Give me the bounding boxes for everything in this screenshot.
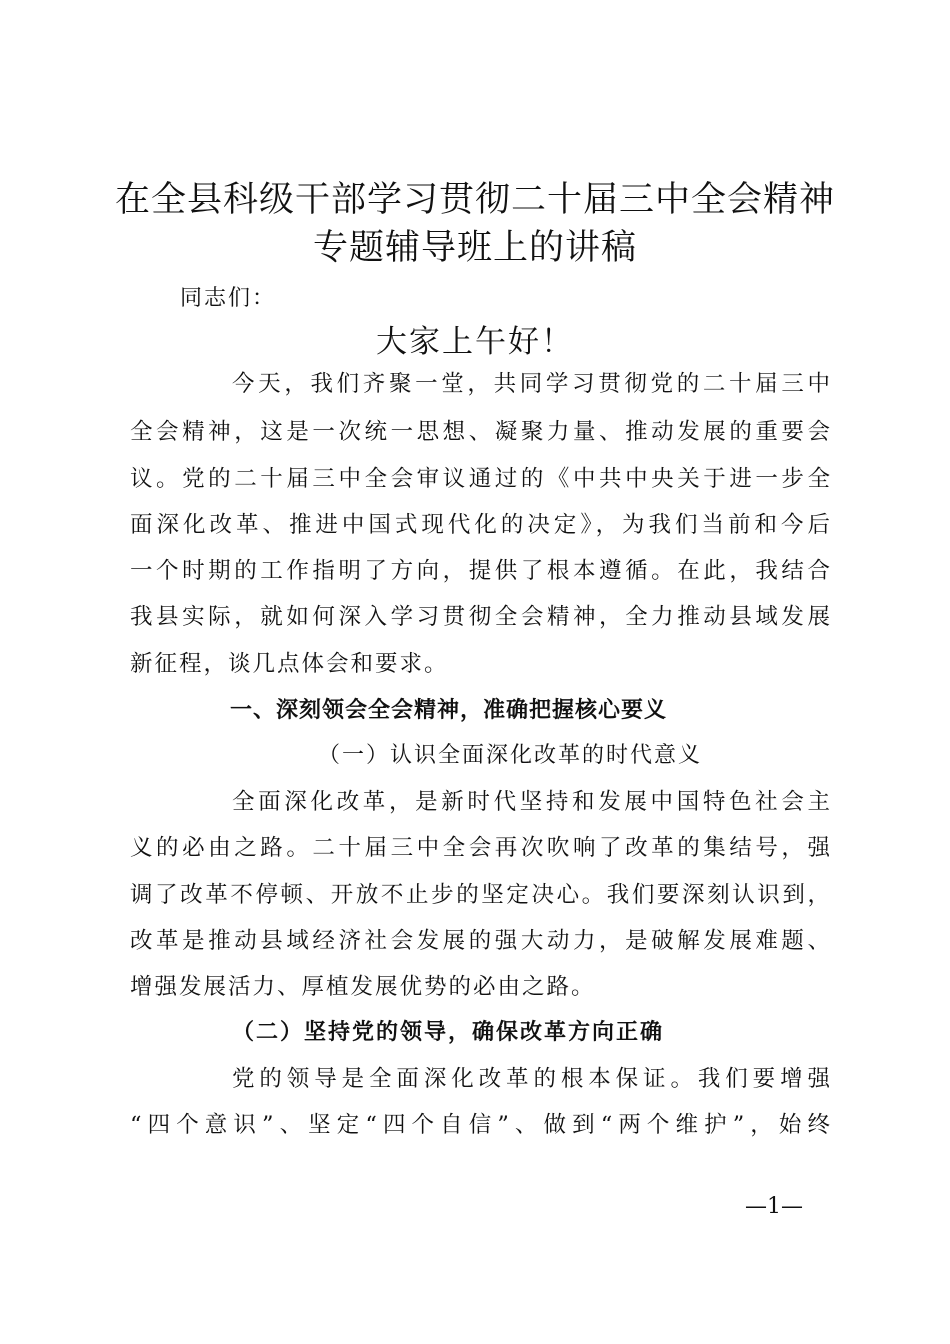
subsection-2-heading: （二）坚持党的领导，确保改革方向正确: [232, 1019, 665, 1045]
document-title-line-2: 专题辅导班上的讲稿: [312, 228, 637, 268]
intro-line-1: 今天，我们齐聚一堂，共同学习贯彻党的二十届三中: [232, 371, 830, 397]
intro-line-7: 新征程，谈几点体会和要求。: [130, 651, 449, 677]
subsection-1-line-1: 全面深化改革，是新时代坚持和发展中国特色社会主: [232, 789, 830, 815]
subsection-1-line-5: 增强发展活力、厚植发展优势的必由之路。: [130, 974, 596, 1000]
salutation: 同志们：: [180, 286, 277, 311]
intro-line-2: 全会精神，这是一次统一思想、凝聚力量、推动发展的重要会: [130, 419, 830, 445]
subsection-2-line-1: 党的领导是全面深化改革的根本保证。我们要增强: [232, 1066, 830, 1092]
section-1-heading: 一、深刻领会全会精神，准确把握核心要义: [230, 698, 668, 723]
subsection-1-heading: （一）认识全面深化改革的时代意义: [318, 743, 703, 768]
intro-line-4: 面深化改革、推进中国式现代化的决定》，为我们当前和今后: [130, 512, 830, 538]
page-number: —1—: [745, 1194, 803, 1219]
intro-line-6: 我县实际，就如何深入学习贯彻全会精神，全力推动县域发展: [130, 604, 830, 630]
intro-line-5: 一个时期的工作指明了方向，提供了根本遵循。在此，我结合: [130, 558, 830, 584]
subsection-1-line-4: 改革是推动县域经济社会发展的强大动力，是破解发展难题、: [130, 928, 830, 954]
intro-line-3: 议。党的二十届三中全会审议通过的《中共中央关于进一步全: [130, 466, 830, 492]
subsection-1-line-2: 义的必由之路。二十届三中全会再次吹响了改革的集结号，强: [130, 835, 830, 861]
document-title-line-1: 在全县科级干部学习贯彻二十届三中全会精神: [114, 180, 835, 220]
subsection-1-line-3: 调了改革不停顿、开放不止步的坚定决心。我们要深刻认识到，: [130, 882, 830, 908]
greeting: 大家上午好！: [376, 324, 574, 360]
subsection-2-line-2: “四个意识”、坚定“四个自信”、做到“两个维护”，始终: [130, 1112, 830, 1138]
